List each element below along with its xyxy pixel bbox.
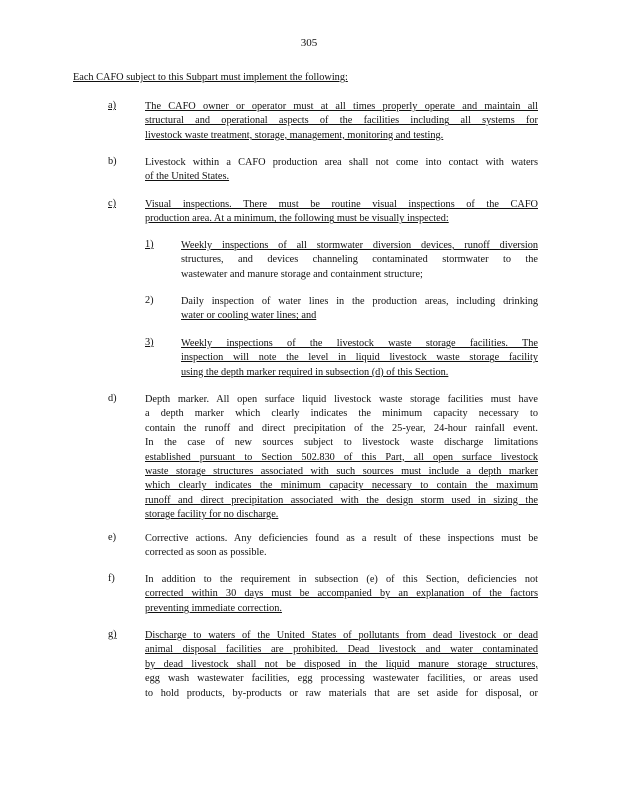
item-text (145, 393, 538, 523)
text-line: In the case of new sources subject to livestock waste discharge limitations (145, 437, 538, 449)
item-text (145, 198, 538, 227)
item-label: b) (108, 156, 117, 167)
text-line: water or cooling water lines; and (181, 310, 317, 322)
item-text (145, 100, 538, 143)
item-e (108, 532, 538, 561)
item-label: a) (108, 100, 116, 111)
subitem-1 (145, 239, 538, 282)
text-line: waste storage structures associated with such sources must include a depth marker (145, 466, 538, 478)
text-line: using the depth marker required in subsection (d) of this Section. (181, 366, 449, 378)
item-a (108, 100, 538, 143)
text-line: Weekly inspections of the livestock waste storage facilities. The (181, 338, 538, 349)
item-b (108, 156, 538, 185)
subitem-2 (145, 295, 538, 324)
text-line: Daily inspection of water lines in the production areas, including drinking (181, 296, 538, 307)
item-f (108, 573, 538, 616)
subitem-3 (145, 337, 538, 380)
text-line: inspection will note the level in liquid livestock waste storage facility (181, 352, 538, 364)
item-text (145, 629, 538, 701)
text-line: a depth marker which clearly indicates the minimum capacity necessary to (145, 408, 538, 420)
text-line: established pursuant to Section 502.830 of this Part, all open surface livestock (145, 451, 538, 463)
subitem-label: 2) (145, 295, 154, 306)
text-line: preventing immediate correction. (145, 602, 282, 614)
text-line: In addition to the requirement in subsection (e) of this Section, deficiencies not (145, 574, 538, 585)
text-line: Corrective actions. Any deficiencies found as a result of these inspections must be (145, 533, 538, 544)
subitem-label: 1) (145, 239, 154, 250)
text-line: runoff and direct precipitation associated with the design storm used in sizing the (145, 494, 538, 506)
item-label: c) (108, 198, 116, 209)
item-label: f) (108, 573, 115, 584)
text-line: structural and operational aspects of the facilities including all systems for (145, 115, 538, 127)
intro-sentence: Each CAFO subject to this Subpart must implement the following: (73, 72, 348, 83)
text-line: by dead livestock shall not be disposed in the liquid manure storage structures, (145, 658, 538, 670)
text-line: wastewater and manure storage and containment structure; (181, 268, 423, 280)
item-label: d) (108, 393, 117, 404)
text-line: contain the runoff and direct precipitation of the 25-year, 24-hour rainfall event. (145, 422, 538, 434)
item-text (145, 156, 538, 185)
text-line: The CAFO owner or operator must at all times properly operate and maintain all (145, 101, 538, 112)
text-line: to hold products, by-products or raw materials that are set aside for disposal, or (145, 687, 538, 699)
subitem-text (181, 337, 538, 380)
text-line: Visual inspections. There must be routine visual inspections of the CAFO (145, 199, 538, 210)
text-line: storage facility for no discharge. (145, 509, 279, 521)
text-line: Discharge to waters of the United States of pollutants from dead livestock or dead (145, 630, 538, 641)
text-line: which clearly indicates the minimum capacity necessary to contain the maximum (145, 480, 538, 492)
item-c (108, 198, 538, 227)
item-label: g) (108, 629, 117, 640)
text-line: livestock waste treatment, storage, management, monitoring and testing. (145, 129, 444, 141)
item-label: e) (108, 532, 116, 543)
item-text (145, 573, 538, 616)
item-d (108, 393, 538, 523)
item-text (145, 532, 538, 561)
text-line: animal disposal facilities are prohibited. Dead livestock and water contaminated (145, 644, 538, 656)
text-line: Livestock within a CAFO production area shall not come into contact with waters (145, 157, 538, 168)
text-line: structures, and devices channeling contaminated stormwater to the (181, 254, 538, 266)
subitem-text (181, 295, 538, 324)
text-line: Depth marker. All open surface liquid livestock waste storage facilities must have (145, 394, 538, 405)
text-line: production area. At a minimum, the following must be visually inspected: (145, 213, 449, 225)
text-line: corrected as soon as possible. (145, 547, 267, 559)
item-g (108, 629, 538, 701)
subitem-label: 3) (145, 337, 154, 348)
page-number: 305 (300, 37, 318, 49)
subitem-text (181, 239, 538, 282)
text-line: Weekly inspections of all stormwater diversion devices, runoff diversion (181, 240, 538, 251)
text-line: corrected within 30 days must be accompanied by an explanation of the factors (145, 588, 538, 600)
text-line: egg wash wastewater facilities, egg processing wastewater facilities, or areas used (145, 673, 538, 685)
text-line: of the United States. (145, 171, 230, 183)
